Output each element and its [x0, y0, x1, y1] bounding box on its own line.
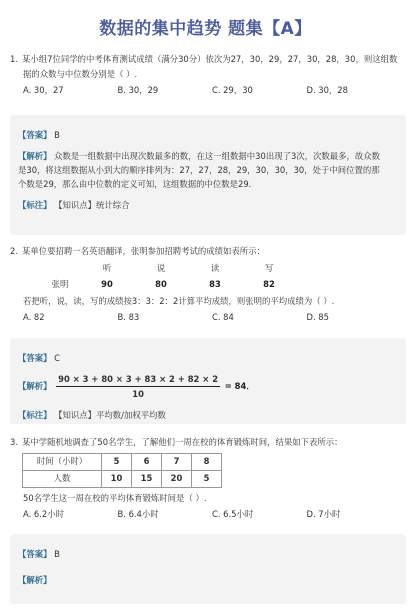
question-stem: 某中学随机地调查了50名学生，了解他们一周在校的体育锻炼时间，结果如下表所示： [22, 437, 343, 447]
table-header: 听 [102, 262, 112, 273]
table-row [23, 453, 222, 470]
time-table [22, 453, 222, 488]
table-header: 读 [210, 262, 220, 273]
question-2 [10, 244, 401, 325]
table-cell: 10 [102, 470, 132, 487]
answer-box-3 [10, 534, 406, 604]
analysis-text-2: 是30，将这组数据从小到大的顺序排列为：27，27，28，29，30，30，30，处于中间位置的那 [18, 165, 380, 175]
option-d[interactable]: D. 30，28 [306, 85, 348, 95]
option-a[interactable]: A. 6.2小时 [23, 509, 64, 519]
option-b[interactable]: B. 6.4小时 [117, 509, 159, 519]
option-b[interactable]: B. 83 [117, 312, 140, 322]
question-number: 2. [10, 246, 18, 256]
table-header: 写 [264, 262, 274, 273]
note-text: 【知识点】平均数/加权平均数 [54, 410, 166, 420]
question-1 [10, 52, 401, 98]
question-number: 3. [10, 437, 18, 447]
question-stem-cont: 50名学生这一周在校的平均体育锻炼时间是（ ）. [23, 492, 207, 503]
analysis-text-3: 个数是29，那么由中位数的定义可知，这组数据的中位数是29． [18, 179, 258, 189]
option-b[interactable]: B. 30，29 [117, 85, 159, 95]
analysis-tag: 【解析】 [18, 381, 52, 391]
question-3 [10, 435, 401, 522]
option-a[interactable]: A. 30，27 [23, 85, 64, 95]
answer-value: C [54, 353, 61, 363]
table-cell: 7 [162, 453, 192, 470]
fraction-numerator: 90 × 3 + 80 × 3 + 83 × 2 + 82 × 2 [56, 372, 220, 387]
table-cell: 20 [162, 470, 192, 487]
answer-tag: 【答案】 [18, 130, 52, 140]
answer-value: B [54, 130, 60, 140]
table-cell: 5 [102, 453, 132, 470]
page-title: 数据的集中趋势 题集【A】 [99, 19, 312, 39]
question-stem-cont: 若把听，说，读，写的成绩按3：3：2：2计算平均成绩，则张明的平均成绩为（ ）. [23, 295, 335, 306]
analysis-text: 众数是一组数据中出现次数最多的数，在这一组数据中30出现了3次，次数最多，故众数 [54, 151, 381, 161]
option-d[interactable]: D. 85 [306, 312, 329, 322]
options [10, 507, 401, 522]
table-cell: 8 [192, 453, 222, 470]
table-cell: 张明 [51, 279, 69, 289]
table-cell: 6 [132, 453, 162, 470]
note-tag: 【标注】 [18, 410, 52, 420]
option-c[interactable]: C. 6.5小时 [212, 509, 254, 519]
answer-box-1 [10, 115, 406, 235]
table-cell: 15 [132, 470, 162, 487]
answer-box-2 [10, 338, 406, 424]
question-stem: 某小组7位同学的中考体育测试成绩（满分30分）依次为27，30，29，27，30，28，30，则这组数 [22, 54, 398, 64]
table-cell: 82 [263, 279, 275, 289]
table-cell: 90 [101, 279, 113, 289]
analysis-tag: 【解析】 [18, 575, 52, 585]
question-stem-cont: 据的众数与中位数分别是（ ）. [23, 68, 138, 79]
table-header [40, 260, 80, 277]
note-tag: 【标注】 [18, 200, 52, 210]
option-c[interactable]: C. 84 [212, 312, 234, 322]
analysis-tag: 【解析】 [18, 151, 52, 161]
table-cell: 80 [155, 279, 167, 289]
table-row [40, 260, 296, 277]
table-header: 说 [156, 262, 166, 273]
answer-tag: 【答案】 [18, 549, 52, 559]
table-cell: 时间（小时） [23, 453, 102, 470]
fraction [56, 372, 220, 401]
table-cell: 人数 [23, 470, 102, 487]
table-row [40, 276, 296, 293]
answer-value: B [54, 549, 60, 559]
options [10, 310, 401, 325]
fraction-denominator: 10 [132, 389, 144, 399]
option-c[interactable]: C. 29，30 [212, 85, 253, 95]
option-d[interactable]: D. 7小时 [306, 509, 341, 519]
table-cell: 83 [209, 279, 221, 289]
options [10, 83, 401, 98]
answer-tag: 【答案】 [18, 353, 52, 363]
score-table [40, 260, 296, 293]
table-cell: 5 [192, 470, 222, 487]
option-a[interactable]: A. 82 [23, 312, 45, 322]
table-row [23, 470, 222, 487]
fraction-result: = 84． [224, 381, 255, 391]
question-number: 1. [10, 54, 18, 64]
question-stem: 某单位要招聘一名英语翻译，张明参加招聘考试的成绩如表所示： [22, 246, 265, 256]
note-text: 【知识点】统计综合 [54, 200, 130, 210]
